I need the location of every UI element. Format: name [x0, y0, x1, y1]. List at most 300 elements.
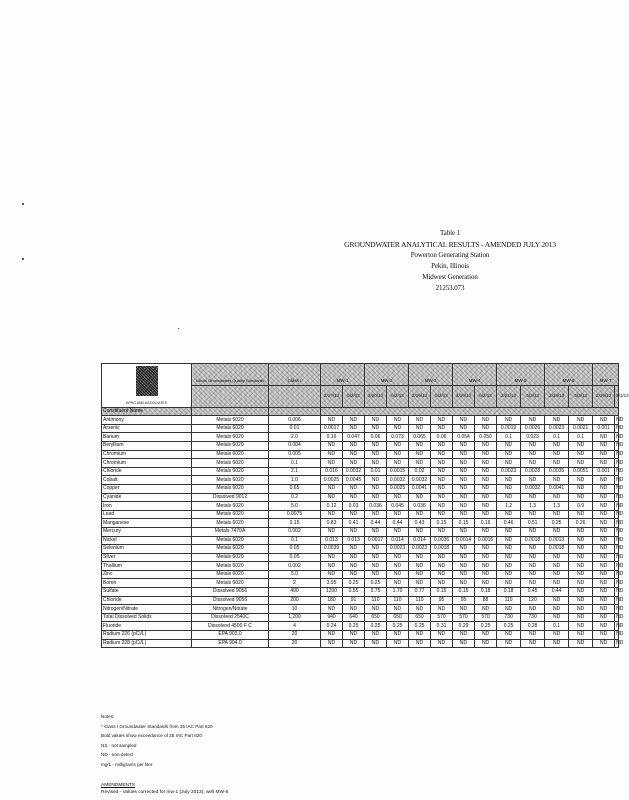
constituent-name: Selenium: [102, 545, 192, 554]
amendment-line: Revised - Values corrected for mw-1 (July 2013), well MW-6: [101, 790, 229, 795]
standard-value: 0.05: [269, 545, 321, 554]
result-value: ND: [475, 631, 497, 640]
result-value: ND: [431, 570, 453, 579]
analysis-method: Metals 6020: [192, 433, 269, 442]
constituent-name: Manganese: [102, 519, 192, 528]
result-value: ND: [431, 493, 453, 502]
result-value: ND: [593, 639, 615, 648]
result-value: ND: [521, 510, 545, 519]
result-value: ND: [545, 459, 569, 468]
result-value: ND: [593, 476, 615, 485]
result-value: ND: [521, 476, 545, 485]
result-value: 940: [321, 613, 343, 622]
result-value: 110: [365, 596, 387, 605]
result-value: ND: [545, 527, 569, 536]
result-value: 0.26: [569, 519, 593, 528]
result-value: ND: [497, 441, 521, 450]
analysis-method: Metals 6020: [192, 579, 269, 588]
standard-value: 5.0: [269, 570, 321, 579]
analysis-method: Metals 6020: [192, 416, 269, 425]
result-value: ND: [453, 545, 475, 554]
result-value: ND: [343, 605, 365, 614]
result-value: ND: [453, 502, 475, 511]
result-value: 650: [365, 613, 387, 622]
result-value: 0.24: [321, 622, 343, 631]
standard-value: 2.1: [269, 467, 321, 476]
constituent-name: Fluoride: [102, 622, 192, 631]
sample-date: 5/2/13: [475, 385, 497, 407]
result-value: ND: [365, 631, 387, 640]
result-value: ND: [569, 588, 593, 597]
table-row: [102, 536, 619, 545]
table-row: [102, 441, 619, 450]
well-header: MW-1: [321, 364, 365, 386]
result-value: ND: [453, 450, 475, 459]
standard-value: 20: [269, 631, 321, 640]
result-value: ND: [593, 588, 615, 597]
result-value: ND: [593, 596, 615, 605]
result-value: 1.3: [545, 502, 569, 511]
notes-heading: Notes:: [101, 714, 115, 719]
result-value: ND: [616, 502, 624, 509]
standard-value: 0.0075: [269, 510, 321, 519]
result-value: 0.15: [431, 588, 453, 597]
result-value: ND: [521, 570, 545, 579]
result-value: ND: [569, 536, 593, 545]
result-value: ND: [545, 510, 569, 519]
result-value: 0.43: [409, 519, 431, 528]
result-value: ND: [431, 450, 453, 459]
result-value: ND: [343, 631, 365, 640]
result-value: ND: [569, 441, 593, 450]
result-value: ND: [545, 450, 569, 459]
analysis-method: Metals 6020: [192, 467, 269, 476]
result-value: ND: [521, 605, 545, 614]
result-value: 0.44: [545, 588, 569, 597]
result-value: 0.0016: [475, 536, 497, 545]
result-value: 0.065: [409, 433, 431, 442]
note-line: mg/L - milligrams per liter: [101, 761, 153, 767]
analysis-method: Metals 6020: [192, 476, 269, 485]
result-value: ND: [616, 476, 624, 483]
client-name: Midwest Generation: [422, 273, 478, 281]
analysis-method: Metals 6020: [192, 424, 269, 433]
document-heading: GROUNDWATER ANALYTICAL RESULTS - AMENDED JULY 2013: [344, 240, 556, 249]
result-value: 0.0021: [569, 424, 593, 433]
result-value: 0.15: [453, 588, 475, 597]
result-value: ND: [453, 476, 475, 485]
constituent-name: Antimony: [102, 416, 192, 425]
result-value: 0.03: [343, 502, 365, 511]
result-value: ND: [343, 424, 365, 433]
standard-value: 5.0: [269, 502, 321, 511]
result-value: ND: [453, 570, 475, 579]
result-value: ND: [387, 450, 409, 459]
result-value: 0.1: [545, 433, 569, 442]
result-value: ND: [387, 562, 409, 571]
result-value: ND: [409, 527, 431, 536]
note-line: NS - not sampled: [101, 742, 137, 748]
result-value: ND: [321, 639, 343, 648]
result-value: ND: [453, 484, 475, 493]
result-value: ND: [521, 459, 545, 468]
result-value: ND: [409, 631, 431, 640]
result-value: ND: [497, 545, 521, 554]
result-value: ND: [521, 416, 545, 425]
result-value: 0.036: [409, 502, 431, 511]
result-value: 0.016: [321, 467, 343, 476]
result-value: ND: [475, 441, 497, 450]
result-value: ND: [569, 631, 593, 640]
result-value: ND: [365, 476, 387, 485]
result-value: ND: [453, 459, 475, 468]
result-value: 570: [453, 613, 475, 622]
result-value: 91: [343, 596, 365, 605]
result-value: ND: [431, 639, 453, 648]
constituent-name: Zinc: [102, 570, 192, 579]
result-value: 120: [521, 596, 545, 605]
analysis-method: Metals 6020: [192, 545, 269, 554]
result-value: ND: [475, 476, 497, 485]
result-value: ND: [593, 519, 615, 528]
result-value: ND: [365, 459, 387, 468]
standard-value: 0.006: [269, 416, 321, 425]
result-value: ND: [593, 579, 615, 588]
result-value: ND: [521, 579, 545, 588]
result-value: 0.18: [475, 588, 497, 597]
result-value: ND: [387, 510, 409, 519]
result-value: 0.0032: [521, 484, 545, 493]
result-value: ND: [475, 467, 497, 476]
result-value: ND: [497, 459, 521, 468]
result-value: 0.9: [569, 502, 593, 511]
constituent-name: Total Dissolved Solids: [102, 613, 192, 622]
groundwater-results-table: [101, 363, 629, 648]
result-value: ND: [409, 459, 431, 468]
table-row: [102, 639, 619, 648]
result-value: 3.95: [321, 579, 343, 588]
result-value: 0.25: [365, 622, 387, 631]
result-value: ND: [593, 459, 615, 468]
result-value: ND: [453, 424, 475, 433]
well-header: MW-2: [365, 364, 409, 386]
result-value: 0.31: [431, 622, 453, 631]
result-value: ND: [431, 459, 453, 468]
result-value: ND: [593, 545, 615, 554]
result-value: 0.045: [387, 502, 409, 511]
result-value: ND: [593, 441, 615, 450]
result-value: 0.1: [545, 622, 569, 631]
analysis-method: EPA 904.0: [192, 639, 269, 648]
table-row: [102, 562, 619, 571]
note-line: * Class I Groundwater Standards from 35 IAC Part 620: [101, 723, 213, 729]
standard-subheader: [269, 407, 321, 416]
standard-value: 0.002: [269, 562, 321, 571]
table-row: [102, 484, 619, 493]
result-value: 0.047: [343, 433, 365, 442]
result-value: 0.0017: [321, 424, 343, 433]
result-value: ND: [521, 450, 545, 459]
result-value: ND: [387, 631, 409, 640]
result-value: 0.0036: [431, 536, 453, 545]
standard-value: 400: [269, 588, 321, 597]
sample-date: 2/21/13: [497, 385, 521, 407]
note-line: ND - non-detect: [101, 752, 134, 757]
note-line: Bold values show exceedance of 35 IAC Part 620: [101, 733, 202, 738]
standard-value: 0.15: [269, 519, 321, 528]
result-value: ND: [343, 553, 365, 562]
date-header-blank: [269, 385, 321, 407]
result-value: ND: [569, 545, 593, 554]
result-value: 0.0032: [409, 476, 431, 485]
result-value: ND: [545, 605, 569, 614]
result-value: ND: [616, 459, 624, 466]
result-value: ND: [453, 639, 475, 648]
analysis-method: Metals 6020: [192, 450, 269, 459]
result-value: ND: [616, 416, 624, 423]
result-value: ND: [409, 450, 431, 459]
result-value: ND: [453, 416, 475, 425]
result-value: ND: [431, 527, 453, 536]
result-value: ND: [593, 562, 615, 571]
result-value: ND: [387, 459, 409, 468]
result-value: ND: [545, 579, 569, 588]
result-value: ND: [475, 450, 497, 459]
result-value: ND: [343, 545, 365, 554]
result-value: ND: [545, 596, 569, 605]
result-value: ND: [321, 450, 343, 459]
result-value: 0.0018: [431, 545, 453, 554]
result-value: 0.0041: [545, 484, 569, 493]
result-value: ND: [616, 433, 624, 440]
result-value: ND: [569, 562, 593, 571]
result-value: 0.01: [365, 467, 387, 476]
result-value: ND: [475, 459, 497, 468]
table-row: [102, 502, 619, 511]
result-value: 0.25: [387, 622, 409, 631]
result-value: ND: [321, 570, 343, 579]
well-header: MW-7: [593, 364, 619, 386]
result-value: 0.83: [321, 519, 343, 528]
result-value: ND: [497, 631, 521, 640]
result-value: 0.0023: [409, 545, 431, 554]
result-value: ND: [521, 441, 545, 450]
amendments-heading: AMENDMENTS: [101, 783, 136, 788]
table-row: [102, 605, 619, 614]
constituent-name: Radium 228 (pCi/L): [102, 639, 192, 648]
sample-date: 5/2/13: [387, 385, 409, 407]
result-value: 650: [387, 613, 409, 622]
sample-date: 2/19/13: [409, 385, 431, 407]
result-value: ND: [569, 639, 593, 648]
result-value: 0.29: [453, 622, 475, 631]
logo-text: KPRG AND ASSOCIATES: [126, 400, 167, 405]
result-value: ND: [521, 545, 545, 554]
result-value: ND: [545, 562, 569, 571]
result-value: ND: [497, 562, 521, 571]
result-value: ND: [616, 579, 624, 586]
constituent-name: Beryllium: [102, 441, 192, 450]
result-value: 0.1: [497, 433, 521, 442]
result-value: ND: [431, 416, 453, 425]
result-value: ND: [453, 493, 475, 502]
result-value: 0.036: [365, 502, 387, 511]
constituent-name: Boron: [102, 579, 192, 588]
result-value: ND: [616, 640, 624, 647]
constituent-name: Arsenic: [102, 424, 192, 433]
result-value: 0.001: [593, 467, 615, 476]
sample-date: 2/19/13: [593, 385, 615, 407]
result-value: ND: [343, 450, 365, 459]
result-value: ND: [453, 527, 475, 536]
company-logo-cell: [102, 364, 192, 408]
standard-value: 0.005: [269, 450, 321, 459]
result-value: ND: [616, 562, 624, 569]
scan-speck: [178, 328, 179, 329]
result-value: ND: [497, 536, 521, 545]
result-value: ND: [475, 639, 497, 648]
result-value: ND: [409, 441, 431, 450]
analysis-method: Metals 6020: [192, 553, 269, 562]
result-value: ND: [593, 493, 615, 502]
date-header-blank: [192, 385, 269, 407]
result-value: 0.16: [475, 519, 497, 528]
constituent-name: Chromium: [102, 459, 192, 468]
sample-date: 2/20/13: [365, 385, 387, 407]
analysis-method: Metals 6020: [192, 441, 269, 450]
result-value: ND: [343, 441, 365, 450]
constituent-name: Nickel: [102, 536, 192, 545]
sample-date: 2/18/13: [545, 385, 569, 407]
result-value: 640: [343, 613, 365, 622]
result-value: 0.15: [431, 519, 453, 528]
result-value: ND: [387, 527, 409, 536]
table-label: Table 1: [440, 229, 460, 237]
result-value: 110: [497, 596, 521, 605]
standard-value: 1.0: [269, 476, 321, 485]
station-name: Powerton Generating Station: [410, 251, 490, 259]
result-value: 0.0025: [321, 476, 343, 485]
result-value: ND: [453, 553, 475, 562]
result-value: ND: [545, 553, 569, 562]
standard-value: 0.002: [269, 527, 321, 536]
result-value: ND: [497, 484, 521, 493]
sample-date: 5/3/13: [569, 385, 593, 407]
constituent-name: Chloride: [102, 467, 192, 476]
analysis-method: Metals 6020: [192, 510, 269, 519]
result-value: 0.0019: [497, 424, 521, 433]
result-value: 570: [475, 613, 497, 622]
result-value: ND: [387, 416, 409, 425]
result-value: 0.023: [521, 433, 545, 442]
result-value: ND: [593, 433, 615, 442]
result-value: ND: [593, 622, 615, 631]
table-row: [102, 579, 619, 588]
result-value: ND: [616, 511, 624, 518]
result-value: ND: [475, 424, 497, 433]
result-value: 0.0032: [343, 467, 365, 476]
result-value: ND: [616, 450, 624, 457]
result-value: ND: [453, 441, 475, 450]
standard-header: Class I: [269, 364, 321, 386]
result-value: ND: [431, 424, 453, 433]
result-value: ND: [569, 493, 593, 502]
result-value: ND: [475, 545, 497, 554]
result-value: ND: [569, 570, 593, 579]
result-value: ND: [616, 631, 624, 638]
result-value: ND: [475, 484, 497, 493]
company-logo: [136, 366, 158, 396]
result-value: ND: [593, 416, 615, 425]
constituent-name: Thallium: [102, 562, 192, 571]
method-header: [192, 407, 269, 416]
result-value: ND: [497, 527, 521, 536]
standard-value: 2: [269, 579, 321, 588]
result-value: ND: [475, 579, 497, 588]
analysis-method: Dissolved 9012: [192, 493, 269, 502]
result-value: 0.0023: [545, 424, 569, 433]
analysis-method: Dissolved 2540C: [192, 613, 269, 622]
table-row: [102, 424, 619, 433]
result-value: ND: [431, 467, 453, 476]
standard-value: 0.1: [269, 536, 321, 545]
result-value: 0.25: [365, 579, 387, 588]
result-value: 0.25: [497, 622, 521, 631]
result-value: ND: [453, 467, 475, 476]
result-value: ND: [521, 493, 545, 502]
standard-value: 0.65: [269, 484, 321, 493]
result-value: ND: [545, 570, 569, 579]
result-value: ND: [321, 416, 343, 425]
result-value: ND: [616, 588, 624, 595]
result-value: ND: [475, 493, 497, 502]
result-value: ND: [343, 484, 365, 493]
result-value: ND: [593, 613, 615, 622]
table-row: [102, 433, 619, 442]
result-value: ND: [569, 605, 593, 614]
result-value: ND: [409, 639, 431, 648]
analysis-method: Dissolved 4500 F C: [192, 622, 269, 631]
result-value: 0.18: [497, 588, 521, 597]
result-value: 0.06: [365, 433, 387, 442]
result-value: 0.46: [497, 519, 521, 528]
result-value: 95: [431, 596, 453, 605]
result-value: 0.45: [521, 588, 545, 597]
result-value: ND: [343, 527, 365, 536]
sample-date: 5/1/13: [615, 385, 619, 407]
result-value: 0.15: [453, 519, 475, 528]
table-row: [102, 553, 619, 562]
table-row: [102, 588, 619, 597]
result-value: ND: [365, 562, 387, 571]
result-value: 0.014: [409, 536, 431, 545]
sample-date: 5/3/13: [431, 385, 453, 407]
result-value: ND: [453, 510, 475, 519]
result-value: ND: [365, 493, 387, 502]
table-row: [102, 613, 619, 622]
result-value: ND: [616, 536, 624, 543]
result-value: ND: [431, 502, 453, 511]
result-value: ND: [387, 424, 409, 433]
result-value: ND: [569, 622, 593, 631]
result-value: ND: [365, 484, 387, 493]
result-value: ND: [321, 484, 343, 493]
result-value: ND: [343, 639, 365, 648]
result-value: ND: [409, 605, 431, 614]
result-value: ND: [409, 553, 431, 562]
constituent-name: Silver: [102, 553, 192, 562]
analysis-method: Metals 6020: [192, 562, 269, 571]
